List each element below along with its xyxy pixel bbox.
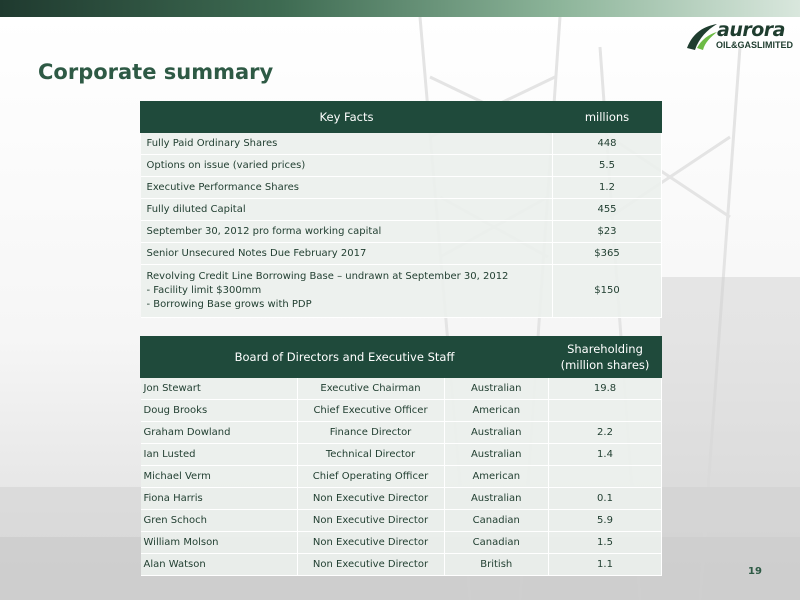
board-member-name: Ian Lusted	[141, 444, 298, 466]
borrowing-base-note: - Borrowing Base grows with PDP	[146, 299, 312, 310]
board-member-role: Finance Director	[297, 422, 444, 444]
key-fact-label: Options on issue (varied prices)	[141, 155, 553, 177]
key-fact-label: Executive Performance Shares	[141, 177, 553, 199]
shareholding-line2: (million shares)	[560, 358, 650, 372]
board-member-shares: 19.8	[549, 378, 662, 400]
table-row	[141, 378, 662, 400]
table-row	[141, 532, 662, 554]
key-facts-header-value: millions	[553, 102, 662, 133]
key-fact-value: 1.2	[553, 177, 662, 199]
table-row	[141, 177, 662, 199]
facility-limit-note: - Facility limit $300mm	[146, 285, 262, 296]
board-member-role: Executive Chairman	[297, 378, 444, 400]
table-row	[141, 221, 662, 243]
board-member-nationality: American	[444, 400, 549, 422]
shareholding-line1: Shareholding	[567, 342, 643, 356]
board-member-name: Doug Brooks	[141, 400, 298, 422]
board-member-shares: 1.5	[549, 532, 662, 554]
logo-wordmark: aurora	[717, 19, 785, 41]
board-member-role: Non Executive Director	[297, 554, 444, 576]
table-row	[141, 400, 662, 422]
board-header-label: Board of Directors and Executive Staff	[141, 337, 549, 378]
key-fact-value: $23	[553, 221, 662, 243]
table-row	[141, 488, 662, 510]
table-row	[141, 155, 662, 177]
table-row	[141, 554, 662, 576]
board-member-shares	[549, 466, 662, 488]
table-row	[141, 444, 662, 466]
key-fact-value: 5.5	[553, 155, 662, 177]
board-member-shares: 0.1	[549, 488, 662, 510]
logo-subtitle: OIL&GASLIMITED	[716, 40, 793, 50]
key-fact-label: Fully Paid Ordinary Shares	[141, 133, 553, 155]
table-row	[141, 466, 662, 488]
key-fact-label: Senior Unsecured Notes Due February 2017	[141, 243, 553, 265]
board-member-role: Chief Operating Officer	[297, 466, 444, 488]
board-member-name: Michael Verm	[141, 466, 298, 488]
board-member-nationality: Canadian	[444, 532, 549, 554]
table-row	[141, 422, 662, 444]
board-member-role: Non Executive Director	[297, 488, 444, 510]
board-member-shares: 5.9	[549, 510, 662, 532]
board-member-nationality: Australian	[444, 444, 549, 466]
board-member-name: Jon Stewart	[141, 378, 298, 400]
page-title: Corporate summary	[38, 60, 274, 84]
board-header-row	[141, 337, 662, 378]
key-facts-header-row	[141, 102, 662, 133]
credit-line-label: Revolving Credit Line Borrowing Base – undrawn at September 30, 2012	[146, 271, 509, 282]
board-member-name: William Molson	[141, 532, 298, 554]
board-member-name: Fiona Harris	[141, 488, 298, 510]
key-facts-table	[140, 101, 662, 318]
key-fact-label: Fully diluted Capital	[141, 199, 553, 221]
board-table	[140, 336, 662, 576]
board-member-name: Alan Watson	[141, 554, 298, 576]
table-row	[141, 133, 662, 155]
key-fact-value: 455	[553, 199, 662, 221]
page-number: 19	[748, 566, 762, 577]
table-row	[141, 265, 662, 318]
key-fact-value: 448	[553, 133, 662, 155]
key-facts-header-label: Key Facts	[141, 102, 553, 133]
board-member-shares: 1.1	[549, 554, 662, 576]
table-row	[141, 199, 662, 221]
board-header-shareholding	[549, 337, 662, 378]
board-member-role: Non Executive Director	[297, 532, 444, 554]
key-fact-value: $365	[553, 243, 662, 265]
key-fact-value: $150	[553, 265, 662, 318]
board-member-name: Graham Dowland	[141, 422, 298, 444]
board-member-nationality: Australian	[444, 378, 549, 400]
board-member-role: Chief Executive Officer	[297, 400, 444, 422]
top-band	[0, 0, 800, 17]
key-fact-label: September 30, 2012 pro forma working capital	[141, 221, 553, 243]
board-member-name: Gren Schoch	[141, 510, 298, 532]
table-row	[141, 510, 662, 532]
board-member-nationality: Canadian	[444, 510, 549, 532]
board-member-nationality: Australian	[444, 488, 549, 510]
board-member-nationality: Australian	[444, 422, 549, 444]
board-member-shares: 1.4	[549, 444, 662, 466]
board-member-role: Non Executive Director	[297, 510, 444, 532]
aurora-logo	[683, 19, 798, 52]
board-member-shares	[549, 400, 662, 422]
board-member-nationality: American	[444, 466, 549, 488]
board-member-nationality: British	[444, 554, 549, 576]
table-row	[141, 243, 662, 265]
key-fact-label	[141, 265, 553, 318]
board-member-role: Technical Director	[297, 444, 444, 466]
aurora-swoosh-icon	[685, 22, 719, 52]
board-member-shares: 2.2	[549, 422, 662, 444]
